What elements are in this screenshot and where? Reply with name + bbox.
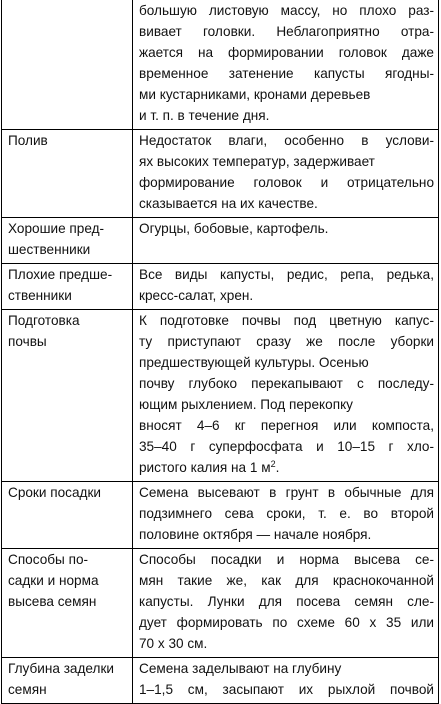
label-line: Подготовка	[8, 313, 80, 328]
table-row-watering	[2, 130, 439, 218]
label-line: шественники	[8, 242, 91, 257]
table-row-bad-predecessors	[2, 264, 439, 310]
row-text-good-predecessors	[133, 218, 439, 264]
label-line: ственники	[8, 288, 72, 303]
row-label-planting-methods	[2, 549, 133, 658]
text-fragment: ристого калия на 1 м	[139, 460, 271, 475]
text-line: Все виды капусты, редис, репа, редька,	[139, 267, 434, 282]
text-line: почву глубоко перекапывают с последу-	[139, 376, 434, 391]
row-text-soil-preparation	[133, 310, 439, 482]
text-line: сказывается на их качестве.	[139, 196, 318, 211]
row-label-bad-predecessors	[2, 264, 133, 310]
text-line: ях высоких температур, задерживает	[139, 154, 375, 169]
text-line: 70 х 30 см.	[139, 636, 208, 651]
row-label-seed-depth	[2, 658, 133, 704]
row-text-light	[133, 0, 439, 130]
text-line: ющим рыхлением. Под перекопку	[139, 397, 353, 412]
table-row-soil-preparation	[2, 310, 439, 482]
text-line: 1–1,5 см, засыпают их рыхлой почвой	[139, 682, 434, 697]
text-line: предшествующей культуры. Осенью	[139, 355, 369, 370]
text-line: дует формировать по схеме 60 х 35 или	[139, 615, 434, 630]
cultivation-table	[1, 0, 439, 704]
superscript-two: 2	[270, 459, 276, 469]
text-line: Огурцы, бобовые, картофель.	[139, 221, 329, 236]
text-line: К подготовке почвы под цветную капус-	[139, 313, 434, 328]
text-line: половине октября — начале ноября.	[139, 527, 372, 542]
label-line: семян	[8, 682, 47, 697]
table-row-planting-methods	[2, 549, 439, 658]
text-line: временное затенение капусты ягодны-	[139, 66, 434, 81]
label-line: Плохие предше-	[8, 267, 113, 282]
text-line: ту приступают сразу же после уборки	[139, 334, 434, 349]
text-line: вносят 4–6 кг перегноя или компоста,	[139, 418, 434, 433]
table-row-good-predecessors	[2, 218, 439, 264]
label-line: садки и норма	[8, 573, 99, 588]
document-page	[1, 0, 439, 697]
text-line: Семена высевают в грунт в обычные для	[139, 485, 434, 500]
text-line: 35–40 г суперфосфата и 10–15 г хло-	[139, 439, 434, 454]
row-text-planting-dates	[133, 482, 439, 549]
text-line: подзимнего сева сроки, т. е. во второй	[139, 506, 434, 521]
text-line: Способы посадки и норма высева се-	[139, 552, 434, 567]
text-line: вивает головки. Неблагоприятно отра-	[139, 24, 434, 39]
text-line: ми кустарниками, кронами деревьев	[139, 87, 371, 102]
row-label-planting-dates	[2, 482, 133, 549]
table-row-planting-dates	[2, 482, 439, 549]
row-label-watering	[2, 130, 133, 218]
text-line: жается на формировании головок даже	[139, 45, 434, 60]
row-text-bad-predecessors	[133, 264, 439, 310]
row-text-watering	[133, 130, 439, 218]
text-line: мян такие же, как для краснокочанной	[139, 573, 434, 588]
label-line: Способы по-	[8, 552, 89, 567]
text-line	[139, 457, 434, 478]
label-line: Сроки посадки	[8, 485, 102, 500]
row-text-planting-methods	[133, 549, 439, 658]
text-line: и т. п. в течение дня.	[139, 108, 270, 123]
label-line: Хорошие пред-	[8, 221, 105, 236]
row-label-empty	[2, 0, 133, 130]
label-line: Полив	[8, 133, 48, 148]
text-line: большую листовую массу, но плохо раз-	[139, 3, 434, 18]
row-label-good-predecessors	[2, 218, 133, 264]
table-row-light	[2, 0, 439, 130]
row-label-soil-preparation	[2, 310, 133, 482]
label-line: высева семян	[8, 594, 97, 609]
label-line: почвы	[8, 334, 47, 349]
text-line: Семена заделывают на глубину	[139, 661, 342, 676]
text-line: Недостаток влаги, особенно в услови-	[139, 133, 434, 148]
text-line: капусты. Лунки для посева семян сле-	[139, 594, 434, 609]
text-line: формирование головок и отрицательно	[139, 175, 434, 190]
text-fragment: .	[275, 460, 280, 475]
label-line: Глубина заделки	[8, 661, 115, 676]
table-row-seed-depth	[2, 658, 439, 704]
text-line: кресс-салат, хрен.	[139, 288, 254, 303]
row-text-seed-depth	[133, 658, 439, 704]
